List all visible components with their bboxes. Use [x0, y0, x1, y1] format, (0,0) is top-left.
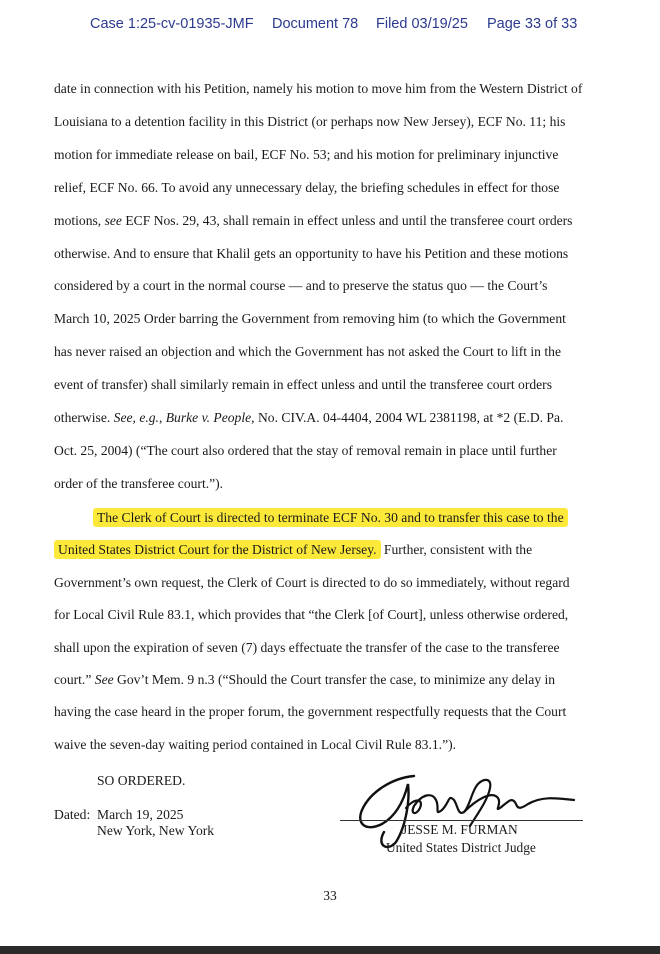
text-run: court.”	[54, 672, 95, 687]
text-run: date in connection with his Petition, namely his motion to move him from the Western District of	[54, 81, 583, 96]
text-line	[54, 113, 565, 131]
text-line	[54, 179, 559, 197]
text-line	[54, 475, 223, 493]
text-run: ,	[158, 410, 166, 425]
text-line	[54, 277, 547, 295]
order-date: March 19, 2025	[97, 807, 184, 822]
text-run: shall upon the expiration of seven (7) days effectuate the transfer of the case to the transferee	[54, 639, 560, 655]
filed-date: Filed 03/19/25	[376, 16, 468, 32]
text-line	[54, 80, 582, 98]
case-number: Case 1:25-cv-01935-JMF	[90, 16, 254, 32]
text-line	[54, 442, 557, 460]
text-run: Further, consistent with the	[380, 542, 533, 558]
judge-name: JESSE M. FURMAN	[402, 822, 518, 837]
text-run: otherwise.	[54, 410, 114, 425]
text-run: for Local Civil Rule 83.1, which provides that “the Clerk [of Court], unless otherwise ordered,	[54, 607, 569, 623]
document-number: Document 78	[272, 16, 359, 32]
text-run: having the case heard in the proper forum, the government respectfully requests that the Court	[54, 704, 567, 720]
text-line	[54, 736, 456, 754]
text-line	[54, 409, 563, 427]
text-run: relief, ECF No. 66. To avoid any unnecessary delay, the briefing schedules in effect for those	[54, 179, 560, 195]
text-run: Gov’t Mem. 9 n.3 (“Should the Court transfer the case, to minimize any delay in	[113, 672, 556, 687]
bottom-bar	[0, 946, 660, 954]
text-run: Government’s own request, the Clerk of Court is directed to do so immediately, without regard	[54, 574, 570, 590]
text-run: motions,	[54, 212, 105, 228]
page-number: 33	[323, 888, 337, 903]
text-run: see	[104, 212, 122, 228]
text-line	[54, 639, 560, 657]
text-run: ECF Nos. 29, 43, shall remain in effect unless and until the transferee court orders	[121, 212, 573, 228]
text-line	[54, 606, 568, 624]
page-count: Page 33 of 33	[487, 16, 578, 32]
text-line	[54, 146, 558, 164]
judge-signature	[352, 760, 582, 852]
text-run: The Clerk of Court is directed to terminate ECF No. 30 and to transfer this case to the	[93, 508, 568, 527]
text-run: Louisiana to a detention facility in this District (or perhaps now New Jersey), ECF No. 11; his	[54, 113, 566, 129]
text-run: waive the seven-day waiting period contained in Local Civil Rule 83.1.”).	[54, 736, 457, 752]
dated-label: Dated:	[54, 807, 91, 822]
text-run: See, e.g.	[113, 410, 159, 425]
text-run: otherwise. And to ensure that Khalil gets an opportunity to have his Petition and these motions	[54, 245, 569, 261]
text-line	[54, 541, 532, 559]
text-run: event of transfer) shall similarly remain in effect unless and until the transferee court orders	[54, 377, 553, 393]
text-run: order of the transferee court.”).	[54, 475, 224, 491]
text-run: See	[94, 672, 114, 687]
text-run: United States District Court for the District of New Jersey.	[54, 540, 381, 559]
signature-line	[340, 820, 583, 821]
text-run: has never raised an objection and which the Government has not asked the Court to lift in the	[54, 344, 561, 360]
text-run: Oct. 25, 2004) (“The court also ordered that the stay of removal remain in place until further	[54, 442, 557, 458]
text-line	[54, 703, 566, 721]
text-line	[54, 343, 561, 361]
judge-title: United States District Judge	[386, 840, 536, 855]
text-line	[93, 509, 568, 527]
text-line	[54, 376, 552, 394]
text-line	[54, 245, 568, 263]
so-ordered: SO ORDERED.	[97, 773, 186, 788]
text-run: considered by a court in the normal course — and to preserve the status quo — the Court’s	[54, 278, 548, 294]
text-run: March 10, 2025 Order barring the Government from removing him (to which the Government	[54, 311, 566, 327]
text-line	[54, 671, 555, 689]
text-line	[54, 310, 566, 328]
text-line	[54, 574, 570, 592]
order-location: New York, New York	[97, 823, 215, 838]
text-run: , No. CIV.A. 04-4404, 2004 WL 2381198, at *2 (E.D. Pa.	[251, 410, 564, 425]
text-run: motion for immediate release on bail, ECF No. 53; and his motion for preliminary injunctive	[54, 146, 559, 162]
text-line	[54, 212, 572, 230]
text-run: Burke v. People	[165, 410, 252, 425]
